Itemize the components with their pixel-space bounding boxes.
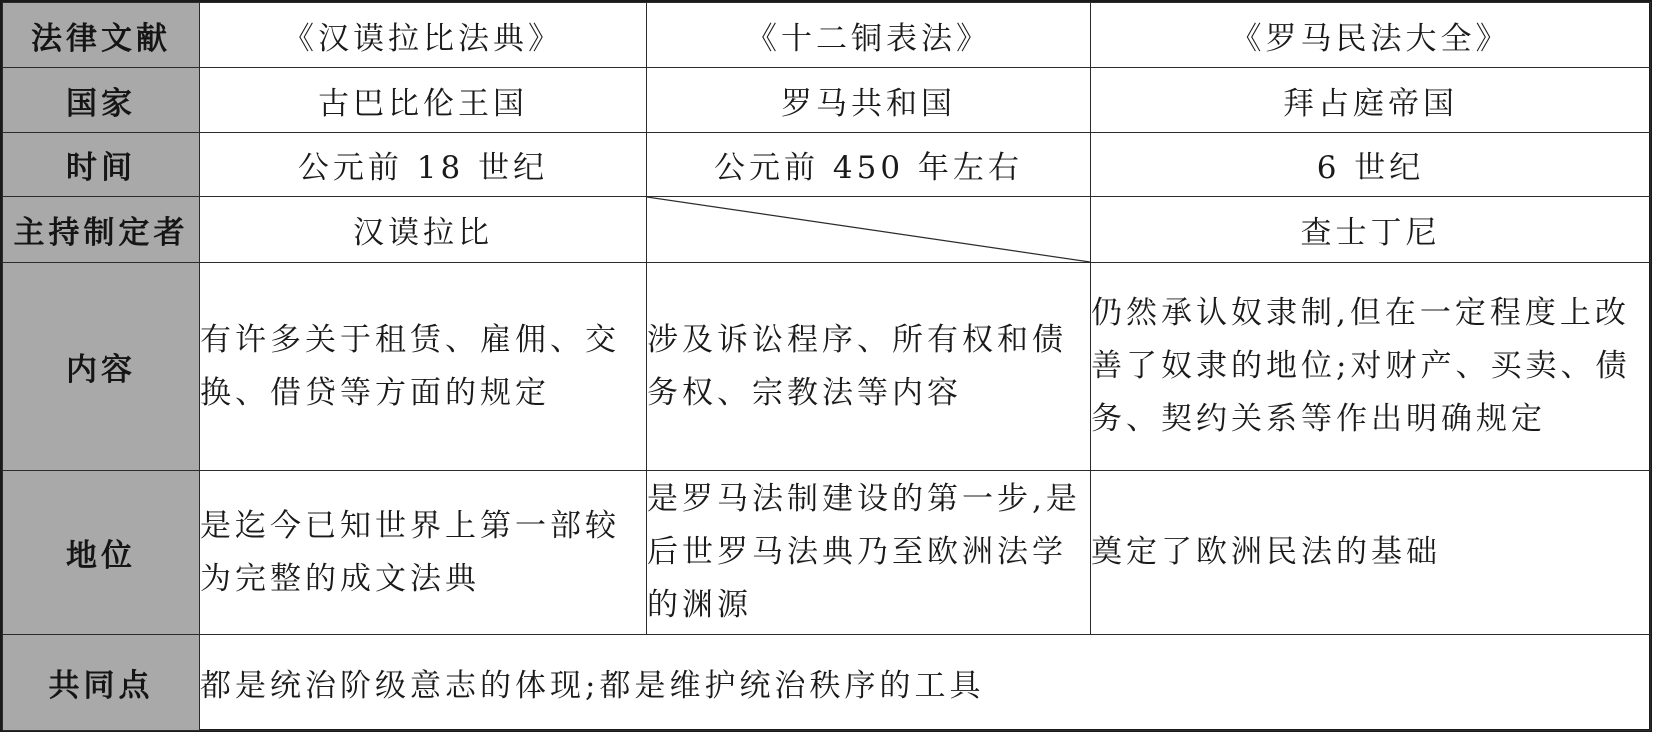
diagonal-line: [647, 197, 1090, 262]
cell-country-corpus-juris: 拜占庭帝国: [1091, 68, 1651, 133]
table-row-time: [3, 133, 1651, 197]
cell-time-hammurabi: 公元前 18 世纪: [200, 133, 647, 197]
cell-law-corpus-juris: 《罗马民法大全》: [1091, 3, 1651, 68]
row-header-country: 国家: [3, 68, 200, 133]
table-row-law: [3, 3, 1651, 68]
cell-country-hammurabi: 古巴比伦王国: [200, 68, 647, 133]
cell-maker-corpus-juris: 查士丁尼: [1091, 197, 1651, 263]
cell-content-twelve-tables: 涉及诉讼程序、所有权和债务权、宗教法等内容: [647, 263, 1091, 471]
row-header-content: 内容: [3, 263, 200, 471]
cell-status-twelve-tables: 是罗马法制建设的第一步,是后世罗马法典乃至欧洲法学的渊源: [647, 471, 1091, 635]
cell-status-hammurabi: 是迄今已知世界上第一部较为完整的成文法典: [200, 471, 647, 635]
cell-status-corpus-juris: 奠定了欧洲民法的基础: [1091, 471, 1651, 635]
row-header-maker: 主持制定者: [3, 197, 200, 263]
table-row-common: [3, 635, 1651, 731]
cell-time-twelve-tables: 公元前 450 年左右: [647, 133, 1091, 197]
row-header-common: 共同点: [3, 635, 200, 731]
legal-documents-table: [2, 2, 1651, 731]
cell-common-points: 都是统治阶级意志的体现;都是维护统治秩序的工具: [200, 635, 1651, 731]
cell-content-corpus-juris: 仍然承认奴隶制,但在一定程度上改善了奴隶的地位;对财产、买卖、债务、契约关系等作出明确规定: [1091, 263, 1651, 471]
table-row-country: [3, 68, 1651, 133]
table-row-status: [3, 471, 1651, 635]
table-row-maker: [3, 197, 1651, 263]
cell-law-twelve-tables: 《十二铜表法》: [647, 3, 1091, 68]
cell-law-hammurabi: 《汉谟拉比法典》: [200, 3, 647, 68]
table-row-content: [3, 263, 1651, 471]
cell-maker-hammurabi: 汉谟拉比: [200, 197, 647, 263]
cell-time-corpus-juris: 6 世纪: [1091, 133, 1651, 197]
cell-content-hammurabi: 有许多关于租赁、雇佣、交换、借贷等方面的规定: [200, 263, 647, 471]
cell-maker-twelve-tables-empty: [647, 197, 1091, 263]
cell-country-twelve-tables: 罗马共和国: [647, 68, 1091, 133]
row-header-time: 时间: [3, 133, 200, 197]
row-header-law: 法律文献: [3, 3, 200, 68]
row-header-status: 地位: [3, 471, 200, 635]
